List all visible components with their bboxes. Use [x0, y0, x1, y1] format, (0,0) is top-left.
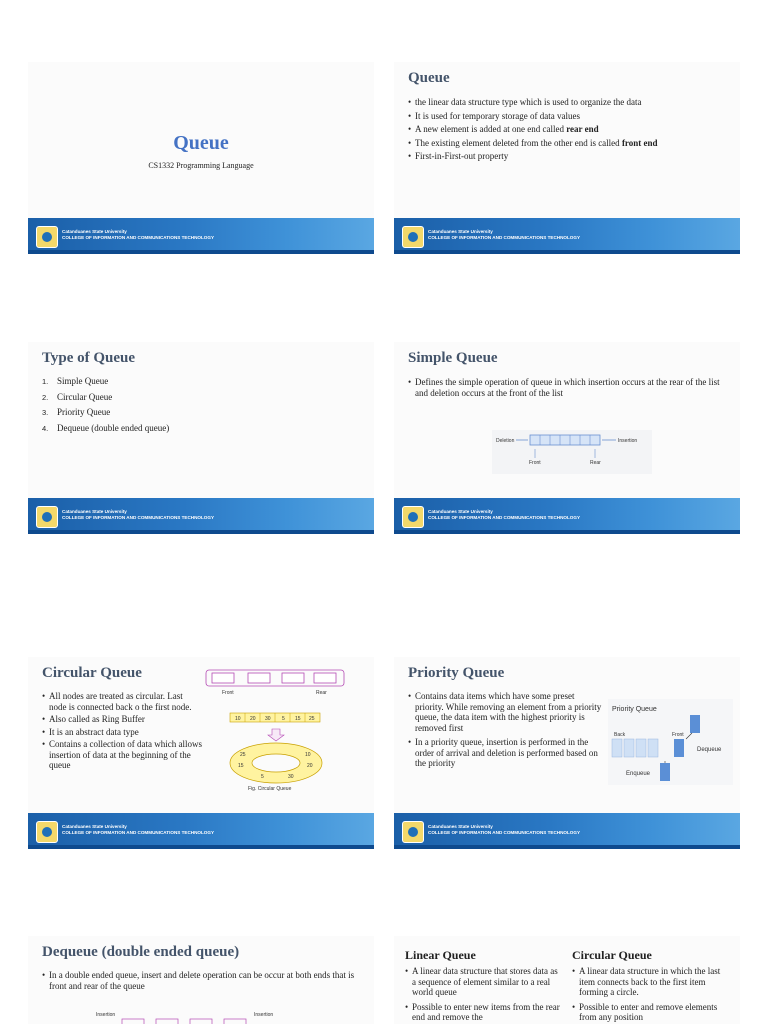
banner-university: Catanduanes State University [428, 509, 493, 514]
back-label: Back [614, 732, 626, 738]
ring-value: 20 [307, 763, 313, 769]
bullet-item: • Contains data items which have some preset priority. While removing an element from a priority queue, the data item with the highest priority is removed first [408, 691, 603, 733]
queue-cell: 15 [295, 716, 301, 722]
bullet-item: • First-in-First-out property [408, 151, 733, 162]
slide-title: Queue [408, 70, 450, 86]
slide-6 [394, 657, 740, 849]
queue-cell: 20 [250, 716, 256, 722]
banner-university: Catanduanes State University [62, 824, 127, 829]
banner-university: Catanduanes State University [428, 824, 493, 829]
slide-5 [28, 657, 374, 849]
queue-cell: 30 [265, 716, 271, 722]
bullet-item: • Also called as Ring Buffer [42, 714, 202, 725]
enqueue-label: Enqueue [626, 771, 651, 777]
slide-8 [394, 936, 740, 1024]
bullet-item: • All nodes are treated as circular. Last node is connected back o the first node. [42, 691, 202, 712]
slide-title: Queue [173, 132, 229, 154]
bullet-item: • Possible to enter and remove elements from any position [572, 1002, 730, 1023]
figure-title: Priority Queue [612, 706, 657, 713]
slide-1 [28, 62, 374, 254]
university-banner [28, 218, 374, 254]
university-banner [394, 813, 740, 849]
banner-college: COLLEGE OF INFORMATION AND COMMUNICATIONS TECHNOLOGY [62, 829, 215, 835]
front-label: Front [529, 460, 541, 466]
banner-college: COLLEGE OF INFORMATION AND COMMUNICATIONS TECHNOLOGY [428, 514, 581, 520]
bullet-item: • In a double ended queue, insert and delete operation can be occur at both ends that is front and rear of the queue [42, 970, 362, 991]
bullet-list [42, 691, 202, 775]
bullet-item: • Contains a collection of data which allows insertion of data at the beginning of the queue [42, 739, 202, 771]
linear-queue-list [405, 966, 563, 1024]
slide-title: Simple Queue [408, 350, 498, 366]
banner-university: Catanduanes State University [428, 229, 493, 234]
simple-queue-diagram [492, 430, 652, 474]
university-banner [28, 813, 374, 849]
bullet-item: • It is used for temporary storage of data values [408, 111, 733, 122]
slide-4 [394, 342, 740, 534]
dequeue-diagram [92, 1008, 292, 1024]
bullet-item: • A linear data structure that stores data as a sequence of element similar to a real world queue [405, 966, 563, 998]
bullet-item: • Defines the simple operation of queue in which insertion occurs at the rear of the list and deletion occurs at the front of the list [408, 377, 733, 398]
ring-value: 25 [240, 752, 246, 758]
bullet-item: • A new element is added at one end called rear end [408, 124, 733, 135]
bullet-item: • A linear data structure in which the last item connects back to the first item forming a circle. [572, 966, 730, 998]
numbered-list [42, 374, 169, 436]
linear-queue-heading: Linear Queue [405, 948, 476, 962]
university-banner [394, 498, 740, 534]
slide-subtitle: CS1332 Programming Language [148, 161, 254, 170]
university-logo-icon [402, 226, 424, 248]
slide-title: Type of Queue [42, 350, 136, 366]
bullet-item: • Possible to enter new items from the rear end and remove the [405, 1002, 563, 1023]
bullet-item: • the linear data structure type which is used to organize the data [408, 97, 733, 108]
banner-college: COLLEGE OF INFORMATION AND COMMUNICATIONS TECHNOLOGY [428, 829, 581, 835]
slide-3 [28, 342, 374, 534]
banner-university: Catanduanes State University [62, 509, 127, 514]
insertion-label: Insertion [618, 438, 638, 444]
university-logo-icon [36, 506, 58, 528]
circular-queue-list [572, 966, 730, 1024]
queue-cell: 25 [309, 716, 315, 722]
ring-value: 30 [288, 774, 294, 780]
rear-label: Rear [590, 460, 601, 466]
queue-cell: 10 [235, 716, 241, 722]
ring-value: 5 [261, 774, 264, 780]
priority-queue-diagram [608, 699, 733, 785]
banner-university: Catanduanes State University [62, 229, 127, 234]
list-item: 3. Priority Queue [42, 407, 111, 417]
banner-college: COLLEGE OF INFORMATION AND COMMUNICATIONS TECHNOLOGY [62, 514, 215, 520]
banner-college: COLLEGE OF INFORMATION AND COMMUNICATIONS TECHNOLOGY [62, 234, 215, 240]
front-label: Front [222, 690, 234, 696]
insertion-right-label: Insertion [254, 1012, 274, 1018]
ring-value: 10 [305, 752, 311, 758]
slide-2 [394, 62, 740, 254]
deletion-label: Deletion [496, 438, 515, 444]
slide-title: Dequeue (double ended queue) [42, 944, 240, 960]
bullet-list [408, 377, 733, 402]
university-banner [394, 218, 740, 254]
bullet-list [408, 97, 733, 166]
list-item: 2. Circular Queue [42, 391, 113, 402]
queue-cell: 5 [282, 716, 285, 722]
circular-queue-heading: Circular Queue [572, 948, 652, 962]
list-item: 4. Dequeue (double ended queue) [42, 422, 170, 433]
rear-label: Rear [316, 690, 327, 696]
university-logo-icon [36, 821, 58, 843]
banner-college: COLLEGE OF INFORMATION AND COMMUNICATIONS TECHNOLOGY [428, 234, 581, 240]
circular-queue-diagram [204, 667, 354, 793]
university-banner [28, 498, 374, 534]
front-label: Front [672, 732, 684, 738]
insertion-left-label: Insertion [96, 1012, 116, 1018]
slide-title: Circular Queue [42, 665, 142, 681]
list-item: 1. Simple Queue [42, 376, 109, 386]
university-logo-icon [402, 821, 424, 843]
slide-title: Priority Queue [408, 665, 505, 681]
ring-value: 15 [238, 763, 244, 769]
bullet-item: • The existing element deleted from the other end is called front end [408, 138, 733, 149]
university-logo-icon [36, 226, 58, 248]
bullet-list [408, 691, 603, 773]
bullet-item: • In a priority queue, insertion is performed in the order of arrival and deletion is performed based on the priority [408, 737, 603, 769]
university-logo-icon [402, 506, 424, 528]
bullet-list [42, 970, 362, 995]
slide-7 [28, 936, 374, 1024]
bullet-item: • It is an abstract data type [42, 727, 202, 738]
figure-caption: Fig. Circular Queue [248, 786, 292, 792]
dequeue-label: Dequeue [697, 747, 722, 753]
